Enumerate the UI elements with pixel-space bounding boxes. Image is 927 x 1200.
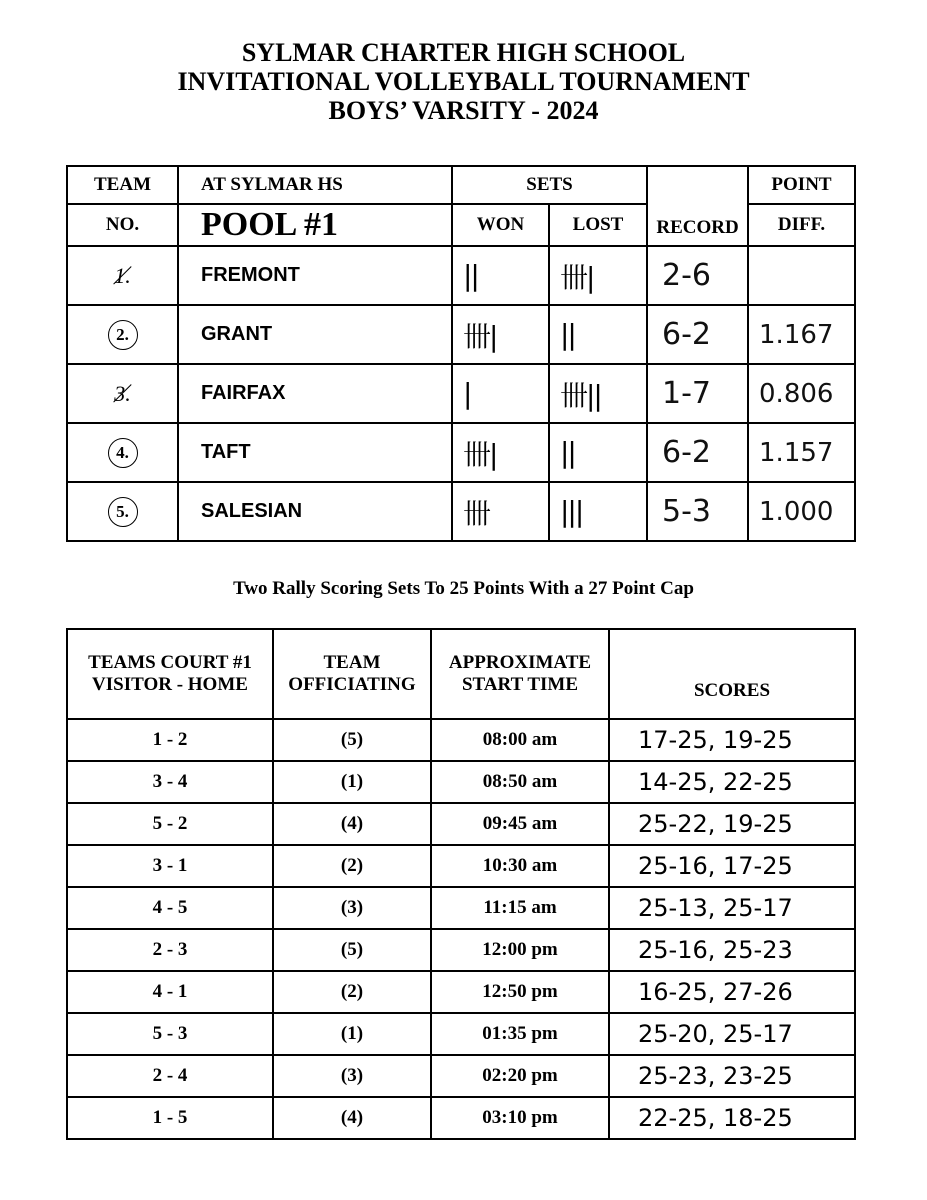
match-row [67, 803, 855, 845]
sets-won: 卌 [452, 482, 549, 541]
match-teams: 4 - 1 [67, 971, 273, 1013]
match-scores: 14-25, 22-25 [609, 761, 855, 803]
record: 5-3 [647, 482, 748, 541]
start-time: 09:45 am [431, 803, 609, 845]
match-teams: 5 - 3 [67, 1013, 273, 1055]
team-name: GRANT [178, 305, 452, 364]
record: 6-2 [647, 305, 748, 364]
header-officiating: TEAM OFFICIATING [273, 629, 431, 719]
match-teams: 1 - 2 [67, 719, 273, 761]
team-row [67, 364, 855, 423]
sets-won: 卌| [452, 423, 549, 482]
sets-won: || [452, 246, 549, 305]
point-diff: 1.157 [748, 423, 855, 482]
officiating-team: (3) [273, 887, 431, 929]
header-point: POINT [748, 166, 855, 204]
match-row [67, 887, 855, 929]
match-row [67, 1097, 855, 1139]
start-time: 08:00 am [431, 719, 609, 761]
header-won: WON [452, 204, 549, 246]
header-start-time: APPROXIMATE START TIME [431, 629, 609, 719]
officiating-team: (3) [273, 1055, 431, 1097]
team-row [67, 246, 855, 305]
header-record: RECORD [647, 166, 748, 246]
start-time: 11:15 am [431, 887, 609, 929]
start-time: 12:00 pm [431, 929, 609, 971]
header-teams-court: TEAMS COURT #1 VISITOR - HOME [67, 629, 273, 719]
team-name: FAIRFAX [178, 364, 452, 423]
header-site: AT SYLMAR HS [178, 166, 452, 204]
point-diff: 1.000 [748, 482, 855, 541]
match-row [67, 719, 855, 761]
officiating-team: (4) [273, 803, 431, 845]
match-teams: 5 - 2 [67, 803, 273, 845]
division-year: BOYS’ VARSITY - 2024 [328, 96, 599, 125]
header-team: TEAM [67, 166, 178, 204]
officiating-team: (5) [273, 929, 431, 971]
match-teams: 3 - 4 [67, 761, 273, 803]
header-sets: SETS [452, 166, 647, 204]
sets-lost: ||| [549, 482, 647, 541]
header-no: NO. [67, 204, 178, 246]
match-schedule-table [66, 628, 856, 1140]
record: 6-2 [647, 423, 748, 482]
match-row [67, 1013, 855, 1055]
document-title [0, 38, 927, 125]
start-time: 02:20 pm [431, 1055, 609, 1097]
start-time: 12:50 pm [431, 971, 609, 1013]
point-diff: 1.167 [748, 305, 855, 364]
point-diff: 0.806 [748, 364, 855, 423]
match-scores: 25-20, 25-17 [609, 1013, 855, 1055]
match-scores: 25-22, 19-25 [609, 803, 855, 845]
match-row [67, 1055, 855, 1097]
team-row [67, 423, 855, 482]
officiating-team: (1) [273, 761, 431, 803]
match-scores: 25-13, 25-17 [609, 887, 855, 929]
record: 2-6 [647, 246, 748, 305]
team-number: 5. [108, 497, 138, 527]
officiating-team: (4) [273, 1097, 431, 1139]
pool-standings-table [66, 165, 856, 542]
match-row [67, 845, 855, 887]
team-row [67, 482, 855, 541]
header-pool: POOL #1 [178, 204, 452, 246]
match-teams: 2 - 4 [67, 1055, 273, 1097]
team-name: SALESIAN [178, 482, 452, 541]
team-name: TAFT [178, 423, 452, 482]
match-teams: 1 - 5 [67, 1097, 273, 1139]
start-time: 03:10 pm [431, 1097, 609, 1139]
match-row [67, 971, 855, 1013]
officiating-team: (2) [273, 971, 431, 1013]
match-teams: 2 - 3 [67, 929, 273, 971]
team-number: 3. [114, 380, 131, 406]
team-row [67, 305, 855, 364]
officiating-team: (2) [273, 845, 431, 887]
scoring-rule-note: Two Rally Scoring Sets To 25 Points With a 27 Point Cap [233, 578, 694, 599]
match-scores: 25-16, 17-25 [609, 845, 855, 887]
team-name: FREMONT [178, 246, 452, 305]
sets-lost: || [549, 305, 647, 364]
match-scores: 17-25, 19-25 [609, 719, 855, 761]
team-number: 2. [108, 320, 138, 350]
sets-won: 卌| [452, 305, 549, 364]
match-row [67, 761, 855, 803]
officiating-team: (1) [273, 1013, 431, 1055]
match-scores: 25-23, 23-25 [609, 1055, 855, 1097]
header-diff: DIFF. [748, 204, 855, 246]
sets-lost: || [549, 423, 647, 482]
team-number: 1. [114, 262, 131, 288]
start-time: 10:30 am [431, 845, 609, 887]
start-time: 08:50 am [431, 761, 609, 803]
match-teams: 4 - 5 [67, 887, 273, 929]
match-scores: 16-25, 27-26 [609, 971, 855, 1013]
sets-lost: 卌| [549, 246, 647, 305]
match-teams: 3 - 1 [67, 845, 273, 887]
school-name: SYLMAR CHARTER HIGH SCHOOL [241, 38, 686, 67]
point-diff [748, 246, 855, 305]
sets-won: | [452, 364, 549, 423]
record: 1-7 [647, 364, 748, 423]
tournament-name: INVITATIONAL VOLLEYBALL TOURNAMENT [177, 67, 750, 96]
start-time: 01:35 pm [431, 1013, 609, 1055]
sets-lost: 卌|| [549, 364, 647, 423]
match-scores: 25-16, 25-23 [609, 929, 855, 971]
match-row [67, 929, 855, 971]
officiating-team: (5) [273, 719, 431, 761]
match-scores: 22-25, 18-25 [609, 1097, 855, 1139]
header-lost: LOST [549, 204, 647, 246]
header-scores: SCORES [609, 629, 855, 719]
team-number: 4. [108, 438, 138, 468]
